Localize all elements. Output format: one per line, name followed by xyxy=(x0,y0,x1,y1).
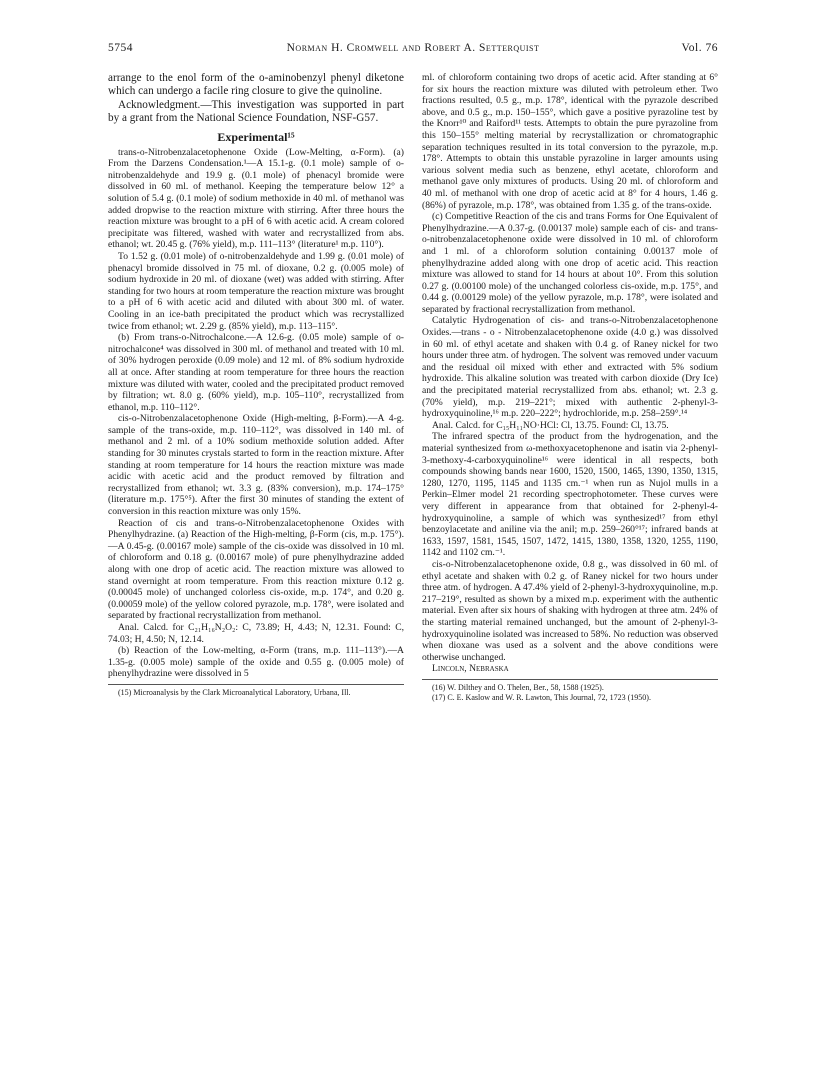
footnotes xyxy=(108,684,404,698)
footnotes xyxy=(422,679,718,703)
affiliation-place: Lincoln, Nebraska xyxy=(432,663,509,675)
analysis-paragraph: Anal. Calcd. for C₁₅H₁₁NO·HCl: Cl, 13.75. Found: Cl, 13.75. xyxy=(432,419,669,431)
page-number: 5754 xyxy=(108,42,133,54)
paragraph: (c) Competitive Reaction of the cis and trans Forms for One Equivalent of Phenylhydrazine.—A 0.37-g. (0.00137 mole) sample each of cis- and trans-o-nitrobenzalacetophenone oxide were dissolved in 10 ml. of chloroform and 1 ml. of a chloroform solution containing 0.00137 mole of phenylhydrazine added along with one drop of acetic acid. This reaction mixture was allowed to stand for 14 hours at about 10°. From this solution 0.27 g. (0.00100 mole) of the unchanged colorless cis-oxide, m.p. 175°, and 0.44 g. (0.00129 mole) of the yellow pyrazole, m.p. 178°, were isolated and separated by fractional recrystallization from methanol. xyxy=(422,211,718,315)
volume-label: Vol. 76 xyxy=(681,42,718,54)
paragraph: cis-o-Nitrobenzalacetophenone Oxide (High-melting, β-Form).—A 4-g. sample of the trans-oxide, m.p. 110–112°, was dissolved in 140 ml. of methanol and 2 ml. of a 10% sodium methoxide solution added. After standing for 30 minutes crystals started to form in the reaction mixture. After standing at room temperature for 14 hours the reaction mixture was made acidic with acetic acid and the product removed by filtration and recrystallized from ethanol; wt. 3.3 g. (83% conversion), m.p. 174–175° (literature m.p. 175°⁵). After the first 30 minutes of standing the extent of conversion in this reaction mixture was only 15%. xyxy=(108,413,404,518)
experimental-heading: Experimental¹⁵ xyxy=(217,129,295,144)
paragraph: The infrared spectra of the product from the hydrogenation, and the material synthesized from ω-methoxyacetophenone and isatin via 2-phenyl-3-methoxy-4-carboxyquinoline¹⁶ were identical in all respects, both compounds showing bands near 1600, 1520, 1500, 1465, 1390, 1350, 1315, 1280, 1270, 1195, 1145 and 1135 cm.⁻¹ when run as Nujol mulls in a Perkin–Elmer model 21 recording spectrophotometer. These curves were very different in appearance from that obtained for 2-phenyl-4-hydroxyquinoline, a sample of which was synthesized¹⁷ from ethyl benzoylacetate and aniline via the anil; m.p. 259–260°¹⁷; infrared bands at 1633, 1597, 1581, 1545, 1507, 1472, 1415, 1380, 1358, 1320, 1255, 1190, 1142 and 1102 cm.⁻¹. xyxy=(422,431,718,559)
paragraph: To 1.52 g. (0.01 mole) of o-nitrobenzaldehyde and 1.99 g. (0.01 mole) of phenacyl bromide dissolved in 75 ml. of dioxane, 0.2 g. (0.005 mole) of sodium hydroxide in 20 ml. of dioxane (wet) was added with stirring. After standing for two hours at room temperature the reaction mixture was brought to a pH of 6 with acetic acid and diluted with about 300 ml. of water. Cooling in an ice-bath precipitated the product which was recrystallized twice from ethanol; wt. 2.29 g. (85% yield), m.p. 113–115°. xyxy=(108,250,404,332)
paragraph: (b) Reaction of the Low-melting, α-Form (trans, m.p. 111–113°).—A 1.35-g. (0.005 mole) sample of the oxide and 0.55 g. (0.005 mole) of phenylhydrazine were dissolved in 5 xyxy=(108,645,404,680)
paragraph: trans-o-Nitrobenzalacetophenone Oxide (Low-Melting, α-Form). (a) From the Darzens Condensation.¹—A 15.1-g. (0.1 mole) sample of o-nitrobenzaldehyde and 19.9 g. (0.1 mole) of phenacyl bromide were dissolved in 60 ml. of methanol. Keeping the temperature below 12° a solution of 5.4 g. (0.1 mole) of sodium methoxide in 40 ml. of methanol was added dropwise to the reaction mixture with stirring. After three hours the reaction mixture was brought to a pH of 6 with acetic acid. A cream colored precipitate was filtered, washed with water and recrystallized from abs. ethanol; wt. 20.45 g. (76% yield), m.p. 111–113° (literature¹ m.p. 110°). xyxy=(108,146,404,251)
paragraph: (b) From trans-o-Nitrochalcone.—A 12.6-g. (0.05 mole) sample of o-nitrochalcone⁴ was dissolved in 300 ml. of methanol and treated with 10 ml. of 30% hydrogen peroxide (0.09 mole) and 12 ml. of 8% sodium hydroxide all at once. After standing at room temperature for three hours the reaction mixture was diluted with water, cooled and the precipitated product removed by filtration; wt. 8.0 g. (60% yield), m.p. 105–110°, recrystallized from ethanol, m.p. 110–112°. xyxy=(108,332,404,413)
running-header xyxy=(108,42,718,58)
analysis-paragraph: Anal. Calcd. for C₂₁H₁₆N₂O₂: C, 73.89; H, 4.43; N, 12.31. Found: C, 74.03; H, 4.50; N, 12.14. xyxy=(108,621,404,645)
paragraph: cis-o-Nitrobenzalacetophenone oxide, 0.8 g., was dissolved in 60 ml. of ethyl acetate and shaken with 0.2 g. of Raney nickel for two hours under three atm. of hydrogen. A 47.4% yield of 2-phenyl-3-hydroxyquinoline, m.p. 217–219°, resulted as shown by a mixed m.p. experiment with the authentic material. Even after six hours of shaking with hydrogen at three atm. 24% of the starting material remained unchanged, but the amount of 2-phenyl-3-hydroxyquinoline isolated was increased to 58%. No reduction was observed when dioxane was used as a solvent and the above conditions were otherwise unchanged. xyxy=(422,558,718,663)
footnote: (15) Microanalysis by the Clark Microanalytical Laboratory, Urbana, Ill. xyxy=(118,687,351,697)
running-authors: Norman H. Cromwell and Robert A. Setterquist xyxy=(286,42,540,54)
right-column xyxy=(422,72,718,703)
footnote: (16) W. Dilthey and O. Thelen, Ber., 58, 1588 (1925). xyxy=(432,682,604,692)
footnote: (17) C. E. Kaslow and W. R. Lawton, This Journal, 72, 1723 (1950). xyxy=(432,692,651,702)
left-column xyxy=(108,72,404,698)
paragraph: Reaction of cis and trans-o-Nitrobenzalacetophenone Oxides with Phenylhydrazine. (a) Reaction of the High-melting, β-Form (cis, m.p. 175°).—A 0.45-g. (0.00167 mole) sample of the cis-oxide was dissolved in 10 ml. of chloroform and 0.18 g. (0.00167 mole) of pure phenylhydrazine added along with one drop of acetic acid. The reaction mixture was allowed to stand overnight at room temperature. From this reaction mixture 0.12 g. (0.00045 mole) of unchanged colorless cis-oxide, m.p. 174°, and 0.20 g. (0.00059 mole) of the yellow colored pyrazole, m.p. 178°, were isolated and separated by fractional recrystallization from methanol. xyxy=(108,517,404,622)
paragraph: ml. of chloroform containing two drops of acetic acid. After standing at 6° for six hours the reaction mixture was diluted with petroleum ether. Two fractions resulted, 0.5 g., m.p. 178°, identical with the pyrazole described above, and 0.5 g., m.p. 150–155°, which gave a positive pyrazoline test by the Knorr¹⁰ and Raiford¹¹ tests. Attempts to obtain the pure pyrazoline from this 150–155° melting material by recrystallization or chromatographic separation techniques resulted in its total conversion to the pyrazole, m.p. 178°. Attempts to obtain this unstable pyrazoline in larger amounts using various solvent media such as benzene, ethyl acetate, chloroform and methanol gave only mixtures of products. Using 20 ml. of chloroform and 40 ml. of methanol with one drop of acetic acid at 8° for 4 hours, 1.46 g. (86%) of pyrazole, m.p. 178°, was obtained from 1.35 g. of the trans-oxide. xyxy=(422,72,718,211)
paragraph: Catalytic Hydrogenation of cis- and trans-o-Nitrobenzalacetophenone Oxides.—trans - o - Nitrobenzalacetophenone oxide (4.0 g.) was dissolved in 60 ml. of ethyl acetate and shaken with 0.4 g. of Raney nickel for two hours under three atm. of hydrogen. The solvent was removed under vacuum and the residual oil mixed with ether and extracted with 5% sodium hydroxide. This alkaline solution was treated with carbon dioxide (Dry Ice) and the precipitated material recrystallized from abs. ethanol; wt. 2.3 g. (70% yield), m.p. 219–221°; mixed with authentic 2-phenyl-3-hydroxyquinoline,¹⁶ m.p. 220–222°; hydrochloride, m.p. 258–259°.¹⁴ xyxy=(422,315,718,420)
acknowledgment-paragraph: Acknowledgment.—This investigation was supported in part by a grant from the National Science Foundation, NSF-G57. xyxy=(108,98,404,125)
intro-paragraph: arrange to the enol form of the o-aminobenzyl phenyl diketone which can undergo a facile ring closure to give the quinoline. xyxy=(108,72,404,98)
